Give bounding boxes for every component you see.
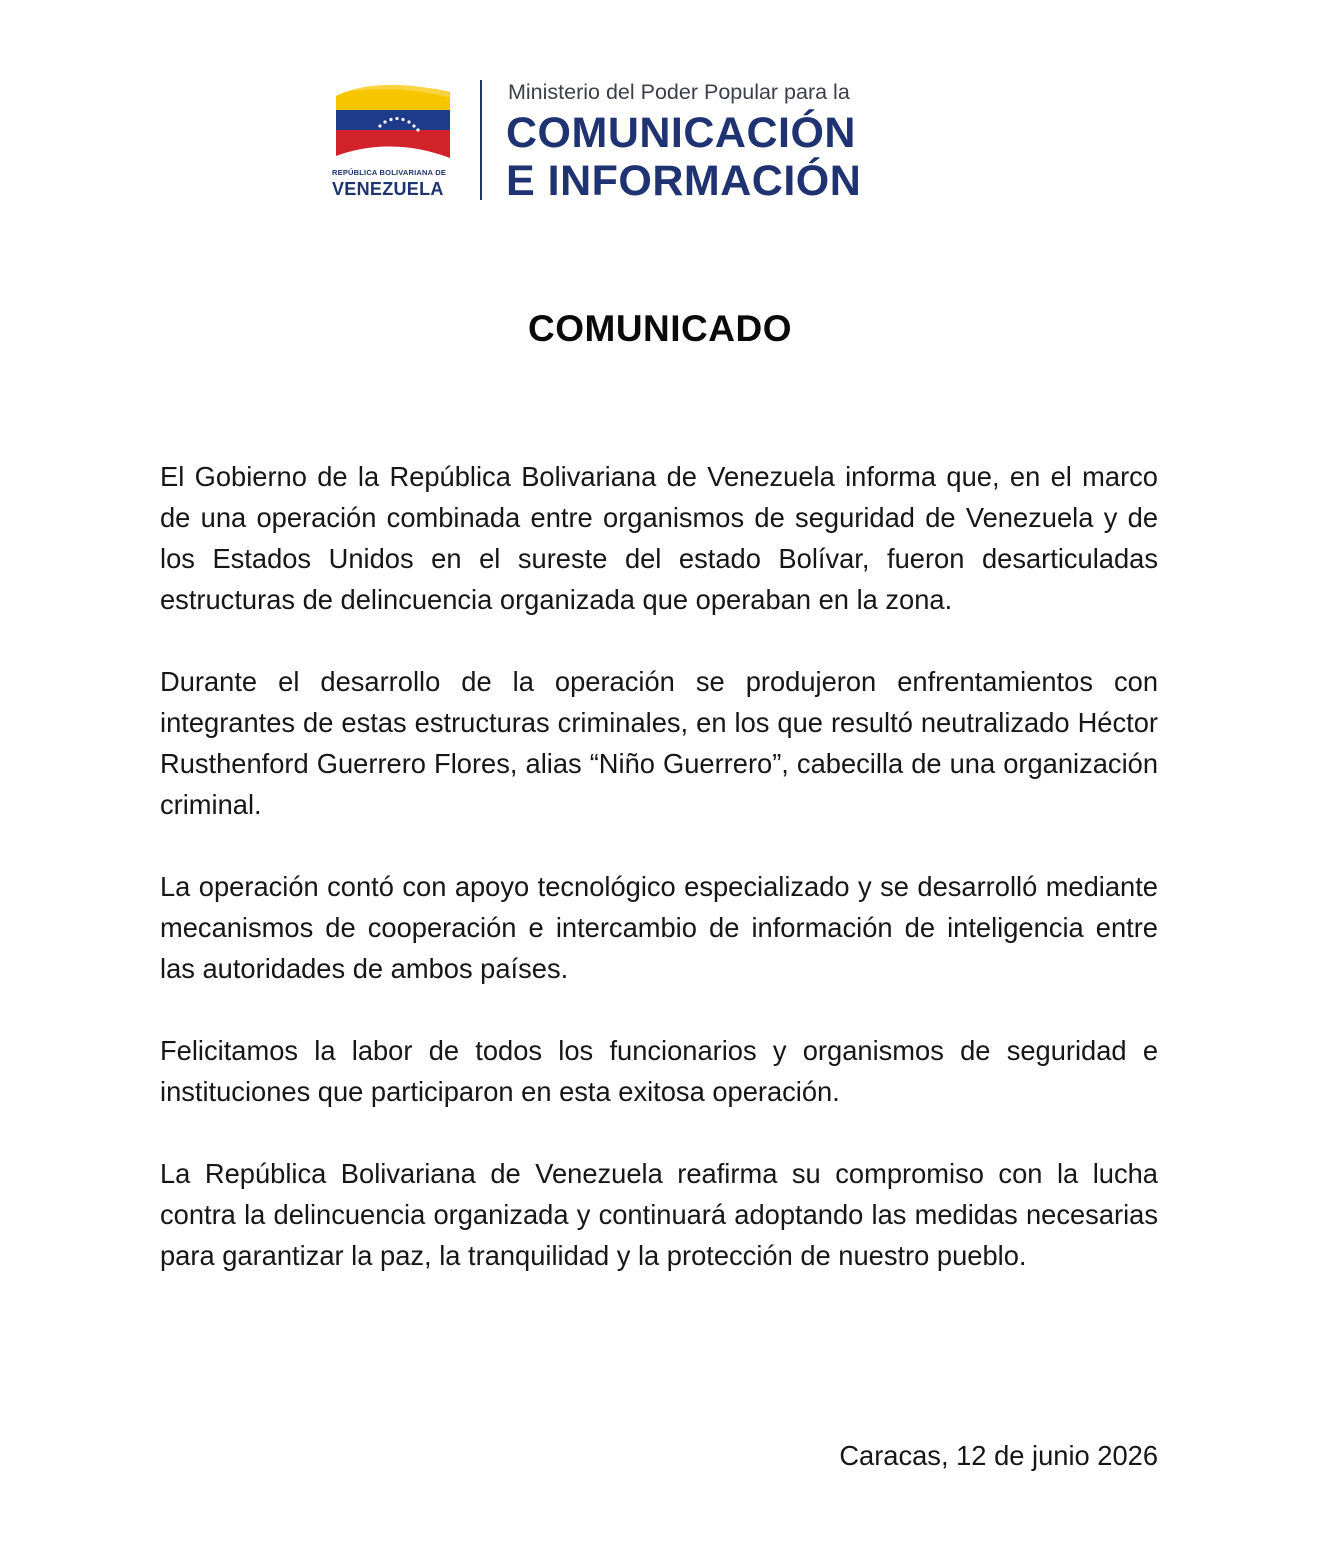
ministry-line: Ministerio del Poder Popular para la xyxy=(508,80,850,104)
venezuela-flag-logo xyxy=(334,82,452,162)
paragraph: Felicitamos la labor de todos los funcionarios y organismos de seguridad e instituciones que participaron en esta exitosa operación. xyxy=(160,1035,1158,1107)
ministry-header xyxy=(330,78,890,206)
header-divider xyxy=(480,80,482,200)
paragraph: Durante el desarrollo de la operación se produjeron enfrentamientos con integrantes de estas estructuras criminales, en los que resultó neutralizado Héctor Rusthenford Guerrero Flores, alias “Niño Guerrero”, cabecilla de una organización criminal. xyxy=(160,666,1158,820)
ministry-title-line-2: E INFORMACIÓN xyxy=(506,157,862,205)
republic-label: REPÚBLICA BOLIVARIANA DE xyxy=(332,168,447,177)
document-title: COMUNICADO xyxy=(528,308,792,349)
paragraph: La República Bolivariana de Venezuela reafirma su compromiso con la lucha contra la delincuencia organizada y continuará adoptando las medidas necesarias para garantizar la paz, la tranquilidad y la protección de nuestro pueblo. xyxy=(160,1158,1158,1271)
paragraph: El Gobierno de la República Bolivariana de Venezuela informa que, en el marco de una operación combinada entre organismos de seguridad de Venezuela y de los Estados Unidos en el sureste del estado Bolívar, fueron desarticuladas estructuras de delincuencia organizada que operaban en la zona. xyxy=(160,461,1158,615)
country-name: VENEZUELA xyxy=(332,179,444,199)
ministry-title-line-1: COMUNICACIÓN xyxy=(506,109,856,157)
place-date: Caracas, 12 de junio 2026 xyxy=(839,1440,1158,1471)
paragraph: La operación contó con apoyo tecnológico especializado y se desarrolló mediante mecanismos de cooperación e intercambio de información de inteligencia entre las autoridades de ambos países. xyxy=(160,871,1158,984)
document-body xyxy=(160,456,1158,1317)
